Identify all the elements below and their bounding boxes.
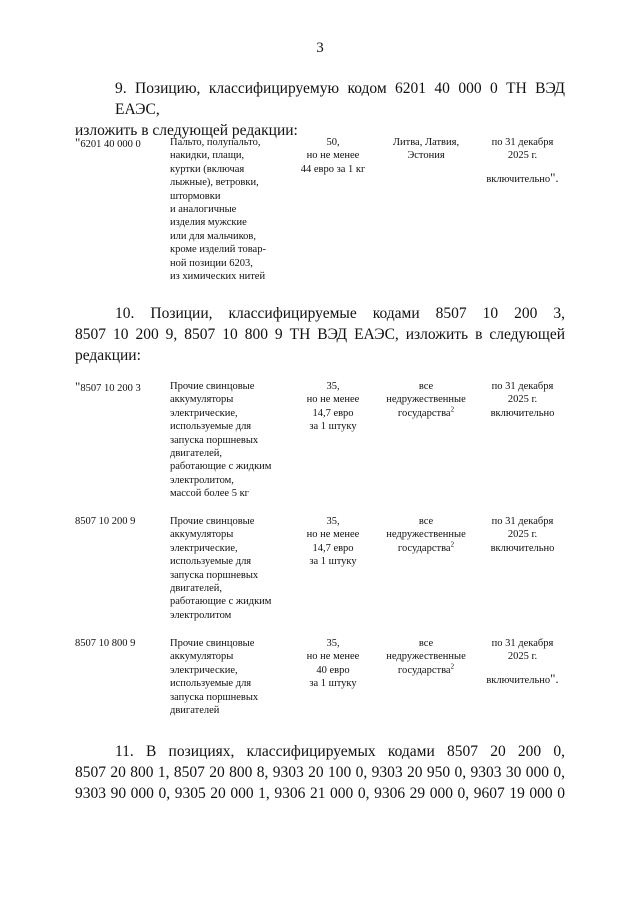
desc-line: электролитом	[170, 609, 232, 621]
country-line: государства	[397, 542, 451, 554]
close-quote: ".	[550, 670, 559, 686]
country-line: Литва, Латвия,	[392, 137, 460, 148]
rate-line: но не менее	[306, 394, 360, 406]
section-11-line-1: 11. В позициях, классифицируемых кодами 8507 20 200 0,	[115, 743, 565, 760]
date-line: по 31 декабря	[491, 381, 554, 392]
section-9-line-2: изложить в следующей редакции:	[75, 122, 298, 139]
validity-date	[475, 637, 570, 687]
duty-rate	[287, 380, 379, 434]
desc-line: и аналогичные	[170, 204, 237, 216]
validity-date	[475, 380, 570, 420]
date-line: по 31 декабря	[491, 137, 554, 148]
countries	[378, 380, 474, 420]
desc-line: Пальто, полупальто,	[170, 137, 261, 148]
rate-line: за 1 штуку	[309, 678, 357, 690]
desc-line: или для мальчиков,	[170, 230, 256, 242]
desc-line: работающие с жидким	[170, 596, 272, 608]
desc-line: куртки (включая	[170, 163, 245, 175]
date-line: 2025 г.	[507, 529, 538, 541]
rate-line: 44 евро за 1 кг	[300, 163, 366, 175]
rate-line: 40 евро	[316, 664, 350, 676]
desc-line: запуска поршневых	[170, 691, 259, 703]
tariff-code	[75, 380, 165, 395]
desc-line: используемые для	[170, 421, 252, 433]
country-line: государства	[397, 407, 451, 419]
tariff-code-text: 8507 10 200 3	[80, 383, 141, 394]
section-10-line-1: 10. Позиции, классифицируемые кодами 8507 10 200 3,	[115, 305, 565, 322]
rate-line: но не менее	[306, 651, 360, 663]
rate-line: 35,	[326, 381, 340, 392]
open-quote: "	[75, 135, 81, 150]
date-line: включительно	[490, 542, 555, 554]
tariff-code-text: 6201 40 000 0	[80, 139, 141, 150]
desc-line: из химических нитей	[170, 271, 266, 283]
country-line: все	[418, 638, 434, 649]
countries	[378, 136, 474, 163]
rate-line: но не менее	[306, 529, 360, 541]
footnote-mark: 2	[450, 405, 455, 414]
tariff-code-text: 8507 10 800 9	[75, 638, 136, 649]
duty-rate	[287, 136, 379, 176]
desc-line: используемые для	[170, 678, 252, 690]
desc-line: Прочие свинцовые	[170, 516, 255, 527]
desc-line: Прочие свинцовые	[170, 638, 255, 649]
date-line: 2025 г.	[507, 394, 538, 406]
close-quote: ".	[550, 169, 559, 185]
desc-line: массой более 5 кг	[170, 488, 249, 500]
goods-description	[170, 515, 295, 622]
desc-line: двигателей,	[170, 583, 223, 595]
date-line: 2025 г.	[507, 150, 538, 162]
section-10-line-3: редакции:	[75, 347, 141, 364]
section-10-line-2: 8507 10 200 9, 8507 10 800 9 ТН ВЭД ЕАЭС, изложить в следующей	[75, 326, 565, 343]
countries	[378, 515, 474, 555]
desc-line: аккумуляторы	[170, 651, 234, 663]
desc-line: электрические,	[170, 407, 238, 419]
page-number: 3	[316, 40, 324, 56]
validity-date	[475, 136, 570, 186]
rate-line: но не менее	[306, 150, 360, 162]
date-line: по 31 декабря	[491, 638, 554, 649]
rate-line: 14,7 евро	[312, 542, 354, 554]
desc-line: лыжные), ветровки,	[170, 177, 259, 189]
open-quote: "	[75, 379, 81, 394]
desc-line: электрические,	[170, 664, 238, 676]
rate-line: 50,	[326, 137, 340, 148]
section-11-line-3: 9303 90 000 0, 9305 20 000 1, 9306 21 000 0, 9306 29 000 0, 9607 19 000 0	[75, 785, 565, 802]
rate-line: 35,	[326, 516, 340, 527]
countries	[378, 637, 474, 677]
footnote-mark: 2	[450, 540, 455, 549]
goods-description	[170, 136, 295, 283]
section-10-paragraph	[75, 303, 565, 366]
section-11-paragraph	[75, 741, 565, 804]
tariff-code	[75, 637, 165, 650]
desc-line: работающие с жидким	[170, 461, 272, 473]
date-line: включительно	[486, 674, 551, 686]
rate-line: за 1 штуку	[309, 421, 357, 433]
country-line: все	[418, 516, 434, 527]
desc-line: аккумуляторы	[170, 394, 234, 406]
desc-line: электрические,	[170, 542, 238, 554]
country-line: государства	[397, 664, 451, 676]
country-line: Эстония	[407, 150, 445, 162]
desc-line: запуска поршневых	[170, 434, 259, 446]
date-line: 2025 г.	[507, 651, 538, 663]
desc-line: двигателей,	[170, 448, 223, 460]
desc-line: штормовки	[170, 190, 221, 202]
section-9-paragraph	[75, 78, 565, 141]
country-line: все	[418, 381, 434, 392]
country-line: недружественные	[386, 394, 466, 406]
section-9-line-1: 9. Позицию, классифицируемую кодом 6201 40 000 0 ТН ВЭД ЕАЭС,	[115, 80, 565, 118]
date-line: по 31 декабря	[491, 516, 554, 527]
tariff-code	[75, 515, 165, 528]
date-line: включительно	[490, 407, 555, 419]
goods-description	[170, 380, 295, 501]
duty-rate	[287, 637, 379, 691]
section-11-line-2: 8507 20 800 1, 8507 20 800 8, 9303 20 100 0, 9303 20 950 0, 9303 30 000 0,	[75, 764, 565, 781]
desc-line: ной позиции 6203,	[170, 257, 253, 269]
validity-date	[475, 515, 570, 555]
desc-line: запуска поршневых	[170, 569, 259, 581]
rate-line: 35,	[326, 638, 340, 649]
desc-line: накидки, плащи,	[170, 150, 245, 162]
date-line: включительно	[486, 173, 551, 185]
country-line: недружественные	[386, 529, 466, 541]
goods-description	[170, 637, 295, 717]
desc-line: Прочие свинцовые	[170, 381, 255, 392]
desc-line: изделия мужские	[170, 217, 247, 229]
footnote-mark: 2	[450, 662, 455, 671]
tariff-code	[75, 136, 165, 151]
desc-line: двигателей	[170, 705, 220, 717]
country-line: недружественные	[386, 651, 466, 663]
tariff-code-text: 8507 10 200 9	[75, 516, 136, 527]
desc-line: кроме изделий товар-	[170, 244, 266, 256]
duty-rate	[287, 515, 379, 569]
desc-line: электролитом,	[170, 474, 234, 486]
desc-line: используемые для	[170, 556, 252, 568]
rate-line: за 1 штуку	[309, 556, 357, 568]
rate-line: 14,7 евро	[312, 407, 354, 419]
desc-line: аккумуляторы	[170, 529, 234, 541]
